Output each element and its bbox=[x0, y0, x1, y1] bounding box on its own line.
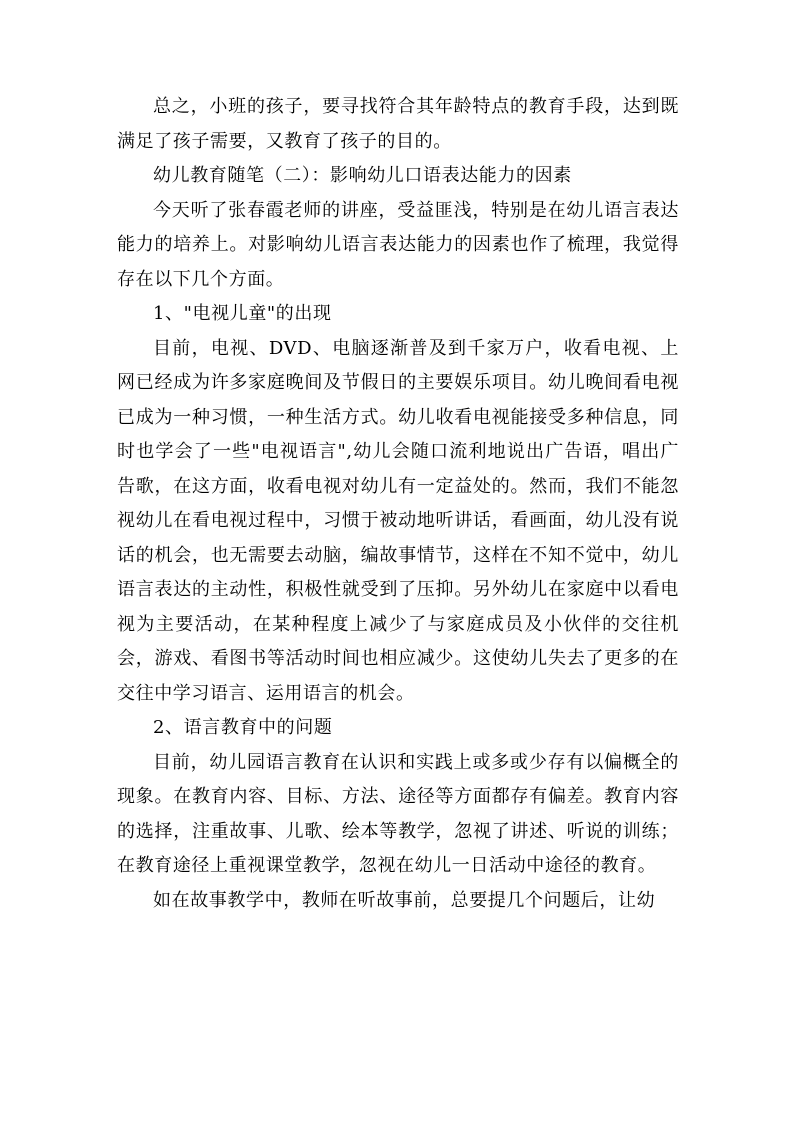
section-heading: 2、语言教育中的问题 bbox=[153, 717, 333, 738]
paragraph: 今天听了张春霞老师的讲座，受益匪浅，特别是在幼儿语言表达能力的培养上。对影响幼儿语言表达能力的因素也作了梳理，我觉得存在以下几个方面。 bbox=[117, 199, 679, 290]
paragraph: 总之，小班的孩子，要寻找符合其年龄特点的教育手段，达到既满足了孩子需要，又教育了孩子的目的。 bbox=[117, 96, 679, 152]
paragraph: 如在故事教学中，教师在听故事前，总要提几个问题后，让幼 bbox=[153, 889, 656, 911]
paragraph: 目前，电视、DVD、电脑逐渐普及到千家万户，收看电视、上网已经成为许多家庭晚间及节假日的主要娱乐项目。幼儿晚间看电视已成为一种习惯，一种生活方式。幼儿收看电视能接受多种信息，同时也学会了一些"电视语言",幼儿会随口流利地说出广告语，唱出广告歌，在这方面，收看电视对幼儿有一定益处的。然而，我们不能忽视幼儿在看电视过程中，习惯于被动地听讲话，看画面，幼儿没有说话的机会，也无需要去动脑，编故事情节，这样在不知不觉中，幼儿语言表达的主动性，积极性就受到了压抑。另外幼儿在家庭中以看电视为主要活动，在某种程度上减少了与家庭成员及小伙伴的交往机会，游戏、看图书等活动时间也相应减少。这使幼儿失去了更多的在交往中学习语言、运用语言的机会。 bbox=[117, 337, 679, 704]
section-heading: 1、"电视儿童"的出现 bbox=[153, 303, 332, 324]
paragraph: 目前，幼儿园语言教育在认识和实践上或多或少存有以偏概全的现象。在教育内容、目标、方法、途径等方面都存有偏差。教育内容的选择，注重故事、儿歌、绘本等教学，忽视了讲述、听说的训练；在教育途径上重视课堂教学，忽视在幼儿一日活动中途径的教育。 bbox=[117, 751, 679, 876]
document-body bbox=[117, 90, 679, 918]
section-heading: 幼儿教育随笔（二）：影响幼儿口语表达能力的因素 bbox=[153, 165, 572, 186]
